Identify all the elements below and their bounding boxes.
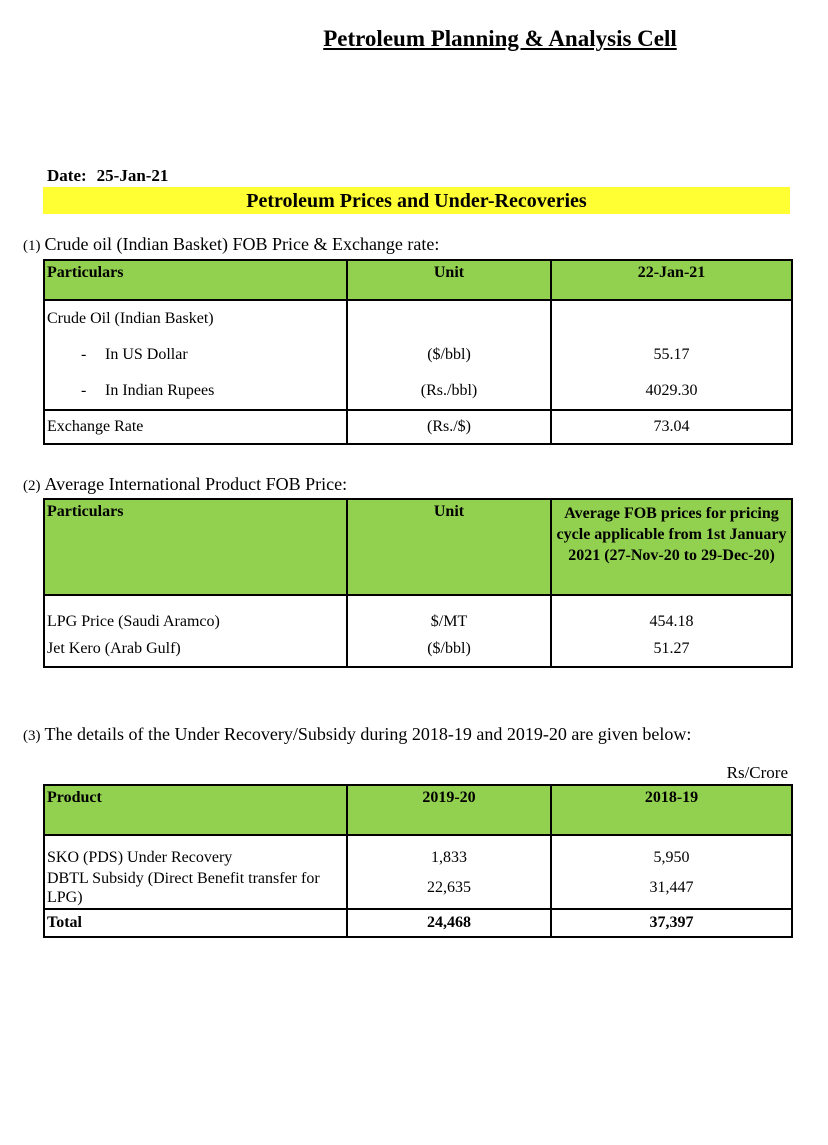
crude-oil-table — [43, 259, 793, 445]
row-value-2019-20: 1,833 — [347, 835, 551, 867]
report-banner: Petroleum Prices and Under-Recoveries — [43, 187, 790, 214]
section1-heading — [23, 234, 439, 255]
table-header-row — [44, 260, 792, 300]
col-header-unit: Unit — [347, 260, 551, 300]
section1-number: (1) — [23, 238, 41, 254]
table-row — [44, 631, 792, 667]
col-header-product: Product — [44, 785, 347, 835]
product-fob-table — [43, 498, 793, 668]
section3-number: (3) — [23, 728, 41, 744]
col-header-2019-20: 2019-20 — [347, 785, 551, 835]
exchange-value: 73.04 — [551, 410, 792, 444]
col-header-particulars: Particulars — [44, 260, 347, 300]
row-unit: ($/bbl) — [427, 346, 471, 363]
row-unit: (Rs./bbl) — [420, 382, 478, 399]
table-row — [44, 867, 792, 909]
section2-heading — [23, 474, 347, 495]
col-header-unit: Unit — [347, 499, 551, 595]
row-value: 4029.30 — [645, 382, 698, 399]
total-label: Total — [44, 909, 347, 937]
page-title: Petroleum Planning & Analysis Cell — [323, 26, 677, 51]
row-label: In US Dollar — [105, 346, 188, 363]
row-label: DBTL Subsidy (Direct Benefit transfer for LPG) — [44, 867, 347, 909]
table-row — [44, 300, 792, 410]
total-row — [44, 909, 792, 937]
col-header-average-fob: Average FOB prices for pricing cycle applicable from 1st January 2021 (27-Nov-20 to 29-Dec-20) — [551, 499, 792, 595]
row-dash: - — [81, 382, 87, 399]
row-value-2018-19: 5,950 — [551, 835, 792, 867]
group-label: Crude Oil (Indian Basket) — [47, 310, 214, 327]
table-row — [44, 410, 792, 444]
row-unit: $/MT — [347, 595, 551, 631]
row-value: 51.27 — [551, 631, 792, 667]
row-label: In Indian Rupees — [105, 382, 215, 399]
col-header-2018-19: 2018-19 — [551, 785, 792, 835]
row-label: LPG Price (Saudi Aramco) — [44, 595, 347, 631]
row-label: SKO (PDS) Under Recovery — [44, 835, 347, 867]
total-value-2019-20: 24,468 — [347, 909, 551, 937]
table-header-row — [44, 499, 792, 595]
row-value-2018-19: 31,447 — [551, 867, 792, 909]
row-label: Jet Kero (Arab Gulf) — [44, 631, 347, 667]
row-unit: ($/bbl) — [347, 631, 551, 667]
table-row — [44, 835, 792, 867]
col-header-particulars: Particulars — [44, 499, 347, 595]
section2-number: (2) — [23, 478, 41, 494]
date-label: Date: — [47, 166, 87, 185]
table-header-row — [44, 785, 792, 835]
section2-title: Average International Product FOB Price: — [44, 474, 348, 494]
row-particular — [45, 373, 346, 409]
subsidy-table — [43, 784, 793, 938]
exchange-label: Exchange Rate — [44, 410, 347, 444]
col-header-date: 22-Jan-21 — [551, 260, 792, 300]
row-value: 55.17 — [653, 346, 690, 363]
section3-heading — [23, 724, 691, 745]
unit-note: Rs/Crore — [726, 763, 788, 782]
section3-title: The details of the Under Recovery/Subsidy during 2018-19 and 2019-20 are given below: — [44, 724, 692, 744]
row-value-2019-20: 22,635 — [347, 867, 551, 909]
date-row — [47, 166, 168, 186]
exchange-unit: (Rs./$) — [347, 410, 551, 444]
row-dash: - — [81, 346, 87, 363]
section1-title: Crude oil (Indian Basket) FOB Price & Exchange rate: — [44, 234, 440, 254]
date-value: 25-Jan-21 — [96, 166, 169, 185]
row-particular — [45, 337, 346, 373]
total-value-2018-19: 37,397 — [551, 909, 792, 937]
table-row — [44, 595, 792, 631]
row-value: 454.18 — [551, 595, 792, 631]
